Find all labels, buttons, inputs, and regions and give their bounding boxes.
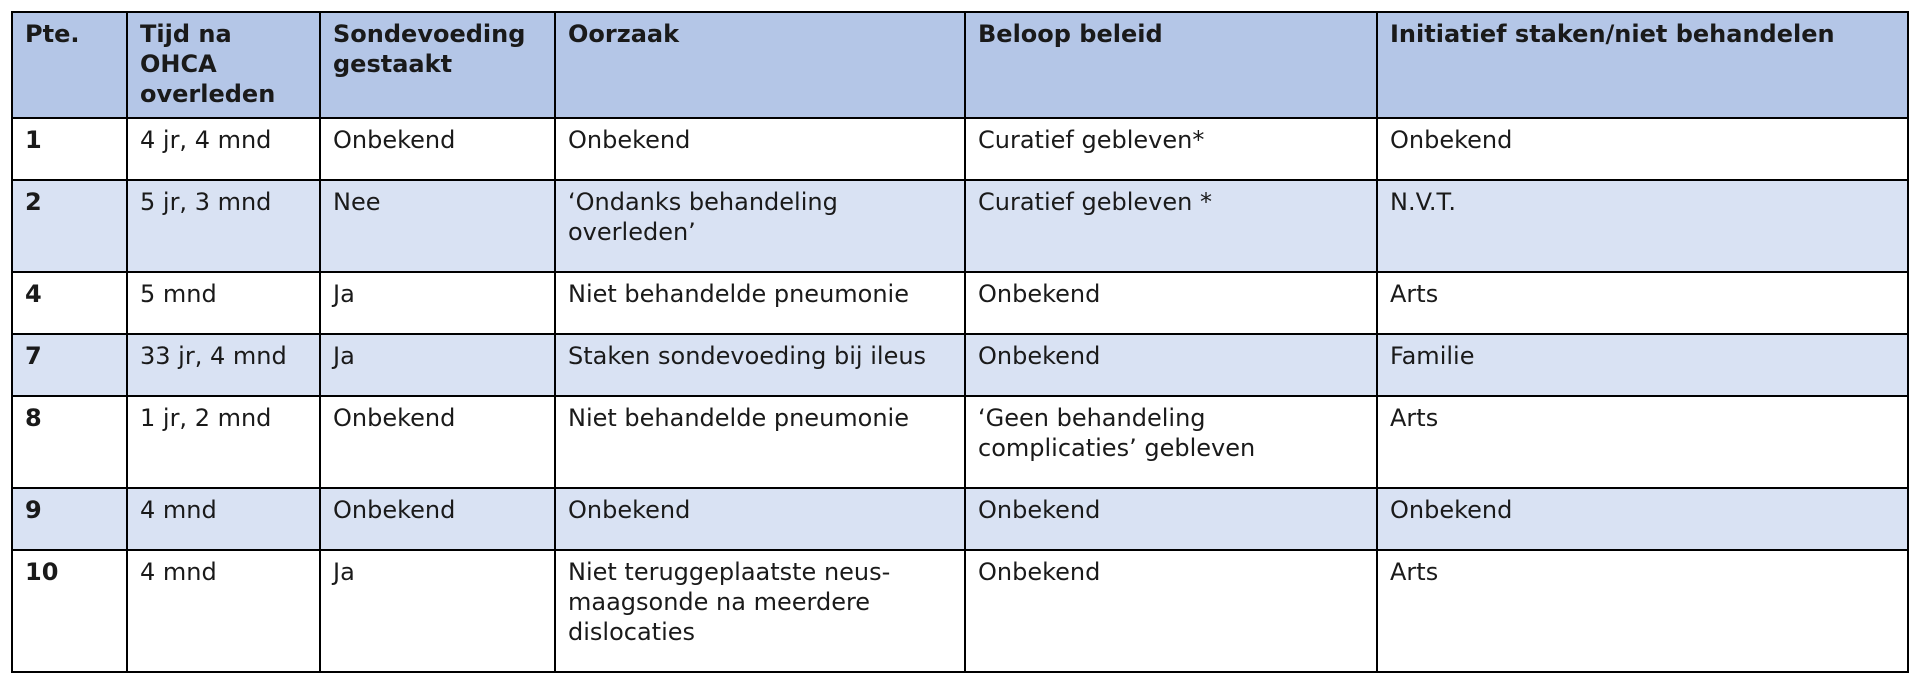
cell-initiative: N.V.T.: [1377, 180, 1908, 272]
table-row: [12, 488, 1908, 550]
cell-cause: Staken sondevoeding bij ileus: [555, 334, 965, 396]
cell-cause: Onbekend: [555, 118, 965, 180]
cell-tube-feeding: Nee: [320, 180, 555, 272]
cell-cause: Niet teruggeplaatste neus-maagsonde na meerdere dislocaties: [555, 550, 965, 672]
cell-initiative: Arts: [1377, 396, 1908, 488]
cell-time: 4 mnd: [127, 488, 320, 550]
cell-cause: Niet behandelde pneumonie: [555, 396, 965, 488]
cell-policy: ‘Geen behandeling complicaties’ gebleven: [965, 396, 1377, 488]
cell-policy: Onbekend: [965, 334, 1377, 396]
cell-cause: Onbekend: [555, 488, 965, 550]
patient-table: [11, 11, 1909, 673]
header-initiative: Initiatief staken/niet behandelen: [1377, 12, 1908, 118]
cell-time: 5 mnd: [127, 272, 320, 334]
cell-initiative: Familie: [1377, 334, 1908, 396]
header-row: [12, 12, 1908, 118]
header-policy-course: Beloop beleid: [965, 12, 1377, 118]
cell-initiative: Arts: [1377, 550, 1908, 672]
header-tube-feeding-stopped: Sondevoeding gestaakt: [320, 12, 555, 118]
table-row: [12, 396, 1908, 488]
cell-tube-feeding: Ja: [320, 334, 555, 396]
cell-cause: ‘Ondanks behandeling overleden’: [555, 180, 965, 272]
cell-patient: 2: [12, 180, 127, 272]
table-row: [12, 118, 1908, 180]
table-row: [12, 272, 1908, 334]
cell-policy: Onbekend: [965, 550, 1377, 672]
table-body: [12, 118, 1908, 672]
header-patient: Pte.: [12, 12, 127, 118]
cell-initiative: Arts: [1377, 272, 1908, 334]
cell-initiative: Onbekend: [1377, 488, 1908, 550]
table-header: [12, 12, 1908, 118]
cell-patient: 10: [12, 550, 127, 672]
cell-tube-feeding: Onbekend: [320, 488, 555, 550]
cell-patient: 7: [12, 334, 127, 396]
cell-time: 5 jr, 3 mnd: [127, 180, 320, 272]
cell-tube-feeding: Ja: [320, 272, 555, 334]
header-cause: Oorzaak: [555, 12, 965, 118]
cell-patient: 1: [12, 118, 127, 180]
table-row: [12, 550, 1908, 672]
cell-time: 33 jr, 4 mnd: [127, 334, 320, 396]
cell-time: 1 jr, 2 mnd: [127, 396, 320, 488]
cell-time: 4 mnd: [127, 550, 320, 672]
cell-patient: 8: [12, 396, 127, 488]
cell-tube-feeding: Onbekend: [320, 118, 555, 180]
header-time-after-ohca: Tijd na OHCA overleden: [127, 12, 320, 118]
cell-policy: Onbekend: [965, 272, 1377, 334]
table-row: [12, 334, 1908, 396]
cell-patient: 4: [12, 272, 127, 334]
cell-policy: Curatief gebleven*: [965, 118, 1377, 180]
cell-cause: Niet behandelde pneumonie: [555, 272, 965, 334]
cell-patient: 9: [12, 488, 127, 550]
cell-tube-feeding: Onbekend: [320, 396, 555, 488]
cell-policy: Curatief gebleven *: [965, 180, 1377, 272]
cell-tube-feeding: Ja: [320, 550, 555, 672]
cell-time: 4 jr, 4 mnd: [127, 118, 320, 180]
table-row: [12, 180, 1908, 272]
cell-policy: Onbekend: [965, 488, 1377, 550]
cell-initiative: Onbekend: [1377, 118, 1908, 180]
